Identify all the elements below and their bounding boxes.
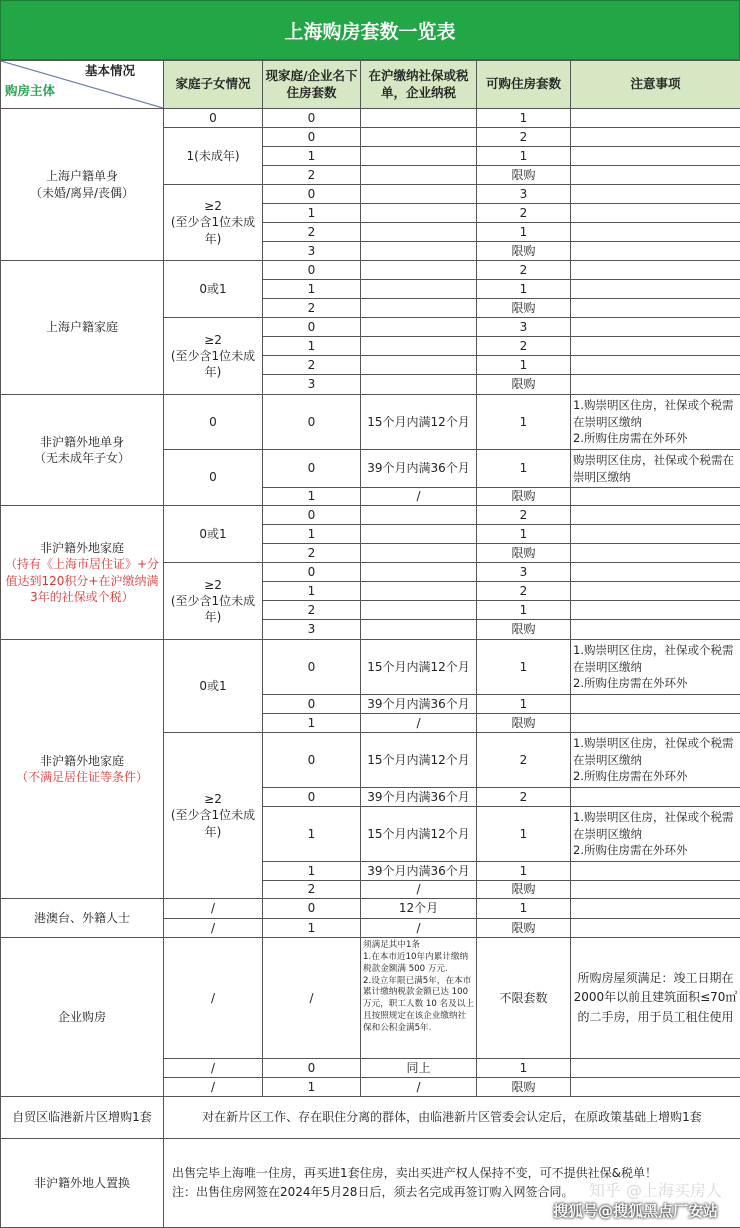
count-cell: 1 [477,640,571,695]
tax-cell [361,375,477,395]
note-cell: 购崇明区住房，社保或个税需在崇明区缴纳 [571,450,740,488]
subject-note: （无未成年子女） [3,450,161,466]
subject-label: 非沪籍外地家庭 [3,540,161,556]
tax-cell: / [361,714,477,733]
count-cell: 限购 [477,166,571,185]
houses-cell: 0 [263,450,361,488]
subject-note: （持有《上海市居住证》+分值达到120积分+在沪缴纳满3年的社保或个税） [3,556,161,605]
houses-cell: 1 [263,582,361,601]
children-cell: / [164,938,263,1059]
note-cell [571,881,740,899]
children-cell: ≥2 (至少含1位未成年) [164,185,263,261]
note-cell [571,506,740,525]
subject-note: （未婚/离异/丧偶） [3,185,161,201]
houses-cell: 3 [263,620,361,640]
houses-cell: 2 [263,601,361,620]
children-cell: / [164,919,263,938]
tax-cell: 39个月内满36个月 [361,450,477,488]
note-cell [571,919,740,938]
count-cell: 1 [477,525,571,544]
houses-cell: 1 [263,147,361,166]
count-cell: 2 [477,506,571,525]
houses-cell: 2 [263,299,361,318]
count-cell: 限购 [477,375,571,395]
note-cell [571,788,740,807]
count-cell: 2 [477,788,571,807]
col-children: 家庭子女情况 [164,61,263,109]
houses-cell: 2 [263,881,361,899]
houses-cell: 3 [263,242,361,261]
subject-label: 企业购房 [3,1009,161,1025]
note-cell [571,714,740,733]
count-cell: 3 [477,563,571,582]
children-cell: / [164,1059,263,1078]
count-cell: 限购 [477,299,571,318]
subject-label: 非沪籍外地单身 [3,434,161,450]
tax-cell [361,223,477,242]
houses-cell: 0 [263,185,361,204]
count-cell: 1 [477,450,571,488]
tax-cell: / [361,488,477,506]
houses-cell: 0 [263,788,361,807]
tax-cell [361,620,477,640]
subject-label: 港澳台、外籍人士 [3,910,161,926]
children-cell: 0或1 [164,261,263,318]
corner-header [1,61,164,109]
note-cell [571,299,740,318]
note-cell [571,337,740,356]
special-subject: 非沪籍外地人置换 [1,1139,164,1228]
note-cell [571,204,740,223]
tax-cell: 39个月内满36个月 [361,862,477,881]
children-cell: ≥2 (至少含1位未成年) [164,318,263,395]
count-cell: 3 [477,318,571,337]
note-cell [571,318,740,337]
count-cell: 1 [477,109,571,128]
note-cell [571,563,740,582]
count-cell: 限购 [477,1078,571,1097]
houses-cell: 0 [263,899,361,919]
tax-cell [361,356,477,375]
houses-cell: 0 [263,109,361,128]
houses-cell: 3 [263,375,361,395]
note-cell [571,695,740,714]
subject-label: 上海户籍家庭 [3,319,161,335]
subject-cell [1,640,164,899]
note-cell [571,525,740,544]
children-cell: 0或1 [164,506,263,563]
children-cell: 0 [164,450,263,506]
tax-cell [361,299,477,318]
count-cell: 2 [477,582,571,601]
tax-cell [361,204,477,223]
table-row [1,938,740,1059]
tax-cell [361,166,477,185]
houses-cell: 1 [263,862,361,881]
note-cell [571,128,740,147]
count-cell: 限购 [477,881,571,899]
houses-cell: 0 [263,695,361,714]
count-cell: 不限套数 [477,938,571,1059]
count-cell: 3 [477,185,571,204]
children-cell: / [164,1078,263,1097]
note-cell: 1.购崇明区住房，社保或个税需在崇明区缴纳 2.所购住房需在外环外 [571,807,740,862]
children-cell: 0 [164,395,263,450]
count-cell: 1 [477,223,571,242]
count-cell: 限购 [477,544,571,563]
children-cell: 0或1 [164,640,263,733]
tax-cell: 15个月内满12个月 [361,733,477,788]
note-cell [571,899,740,919]
note-cell [571,261,740,280]
count-cell: 2 [477,204,571,223]
note-cell [571,862,740,881]
tax-cell [361,261,477,280]
table-row [1,395,740,450]
table-row [1,506,740,525]
houses-cell: 1 [263,488,361,506]
count-cell: 1 [477,395,571,450]
note-cell [571,223,740,242]
tax-cell [361,582,477,601]
note-cell [571,375,740,395]
tax-cell [361,128,477,147]
tax-cell [361,280,477,299]
tax-cell: 39个月内满36个月 [361,788,477,807]
note-cell: 1.购崇明区住房，社保或个税需在崇明区缴纳 2.所购住房需在外环外 [571,733,740,788]
note-cell [571,1078,740,1097]
count-cell: 1 [477,147,571,166]
tax-cell [361,185,477,204]
table-row [1,261,740,280]
note-cell [571,544,740,563]
count-cell: 1 [477,695,571,714]
table-body [1,109,740,1228]
houses-cell: 0 [263,1059,361,1078]
houses-cell: 1 [263,337,361,356]
houses-cell: 0 [263,261,361,280]
houses-cell: 1 [263,919,361,938]
count-cell: 1 [477,807,571,862]
tax-cell: 15个月内满12个月 [361,807,477,862]
houses-cell: 1 [263,204,361,223]
count-cell: 2 [477,128,571,147]
houses-cell: 0 [263,395,361,450]
watermark: 搜狐号@搜狐黑点厂安站 [553,1200,718,1221]
note-cell [571,109,740,128]
table-row [1,640,740,695]
special-text: 对在新片区工作、存在职住分离的群体，由临港新片区管委会认定后，在原政策基础上增购1套 [164,1097,740,1139]
houses-cell: 1 [263,714,361,733]
subject-label: 非沪籍外地家庭 [3,753,161,769]
houses-cell: 2 [263,356,361,375]
special-subject: 自贸区临港新片区增购1套 [1,1097,164,1139]
houses-cell: 0 [263,128,361,147]
tax-cell: 15个月内满12个月 [361,640,477,695]
children-cell: ≥2 (至少含1位未成年) [164,563,263,640]
note-cell [571,356,740,375]
note-cell [571,582,740,601]
count-cell: 1 [477,601,571,620]
col-tax: 在沪缴纳社保或税单，企业纳税 [361,61,477,109]
tax-cell [361,544,477,563]
note-cell [571,242,740,261]
col-count: 可购住房套数 [477,61,571,109]
houses-cell: 1 [263,280,361,299]
table-row [1,899,740,919]
count-cell: 限购 [477,242,571,261]
corner-top-label: 基本情况 [85,63,135,80]
corner-bottom-label: 购房主体 [5,83,55,100]
note-cell [571,620,740,640]
subject-label: 上海户籍单身 [3,168,161,184]
note-cell [571,488,740,506]
note-cell [571,147,740,166]
tax-cell: 15个月内满12个月 [361,395,477,450]
houses-cell: 1 [263,525,361,544]
tax-cell: / [361,919,477,938]
subject-note: （不满足居住证等条件） [3,769,161,785]
tax-cell: 39个月内满36个月 [361,695,477,714]
subject-cell [1,395,164,506]
houses-cell: 0 [263,318,361,337]
houses-cell: 0 [263,640,361,695]
tax-cell [361,337,477,356]
note-cell [571,601,740,620]
page-title: 上海购房套数一览表 [0,0,740,60]
houses-cell: 2 [263,544,361,563]
table-row [1,109,740,128]
houses-cell: 2 [263,223,361,242]
special-row [1,1097,740,1139]
subject-cell [1,261,164,395]
tax-cell: / [361,881,477,899]
col-notes: 注意事项 [571,61,740,109]
tax-cell [361,563,477,582]
subject-cell [1,899,164,938]
count-cell: 1 [477,899,571,919]
count-cell: 2 [477,733,571,788]
houses-cell: 1 [263,1078,361,1097]
tax-cell [361,601,477,620]
note-cell: 所购房屋须满足：竣工日期在2000年以前且建筑面积≤70㎡的二手房，用于员工租住使用 [571,938,740,1059]
special-text: 出售完毕上海唯一住房，再买进1套住房，卖出买进产权人保持不变，可不提供社保&税单！ 注：出售住房网签在2024年5月28日后，须去名完成再签订购入网签合同。 [164,1139,740,1228]
tax-cell [361,506,477,525]
houses-cell: 1 [263,807,361,862]
tax-cell [361,109,477,128]
subject-cell [1,109,164,261]
col-houses: 现家庭/企业名下住房套数 [263,61,361,109]
tax-cell [361,525,477,544]
tax-cell: 12个月 [361,899,477,919]
count-cell: 1 [477,356,571,375]
watermark-secondary: 知乎 @上海买房人 [589,1178,722,1201]
tax-cell [361,318,477,337]
count-cell: 限购 [477,714,571,733]
houses-cell: 0 [263,733,361,788]
note-cell [571,166,740,185]
count-cell: 1 [477,280,571,299]
note-cell: 1.购崇明区住房，社保或个税需在崇明区缴纳 2.所购住房需在外环外 [571,395,740,450]
note-cell: 1.购崇明区住房，社保或个税需在崇明区缴纳 2.所购住房需在外环外 [571,640,740,695]
count-cell: 1 [477,862,571,881]
houses-cell: 2 [263,166,361,185]
tax-cell: 同上 [361,1059,477,1078]
tax-cell: / [361,1078,477,1097]
count-cell: 限购 [477,620,571,640]
header-row [1,61,740,109]
note-cell [571,185,740,204]
count-cell: 限购 [477,488,571,506]
subject-cell [1,506,164,640]
count-cell: 1 [477,1059,571,1078]
children-cell: 1(未成年) [164,128,263,185]
children-cell: ≥2 (至少含1位未成年) [164,733,263,899]
children-cell: 0 [164,109,263,128]
children-cell: / [164,899,263,919]
subject-cell [1,938,164,1097]
count-cell: 2 [477,261,571,280]
note-cell [571,1059,740,1078]
houses-cell: 0 [263,563,361,582]
purchase-limit-table [0,60,740,1228]
tax-cell [361,147,477,166]
houses-cell: 0 [263,506,361,525]
tax-cell: 须满足其中1条 1.在本市近10年内累计缴纳税款金额满 500 万元. 2.设立年限已满5年，在本市累计缴纳税款金额已达 100 万元，职工人数 10 名及以上且按照规定在该企业缴纳社保和公积金满5年. [361,938,477,1059]
count-cell: 2 [477,337,571,356]
note-cell [571,280,740,299]
count-cell: 限购 [477,919,571,938]
houses-cell: / [263,938,361,1059]
tax-cell [361,242,477,261]
